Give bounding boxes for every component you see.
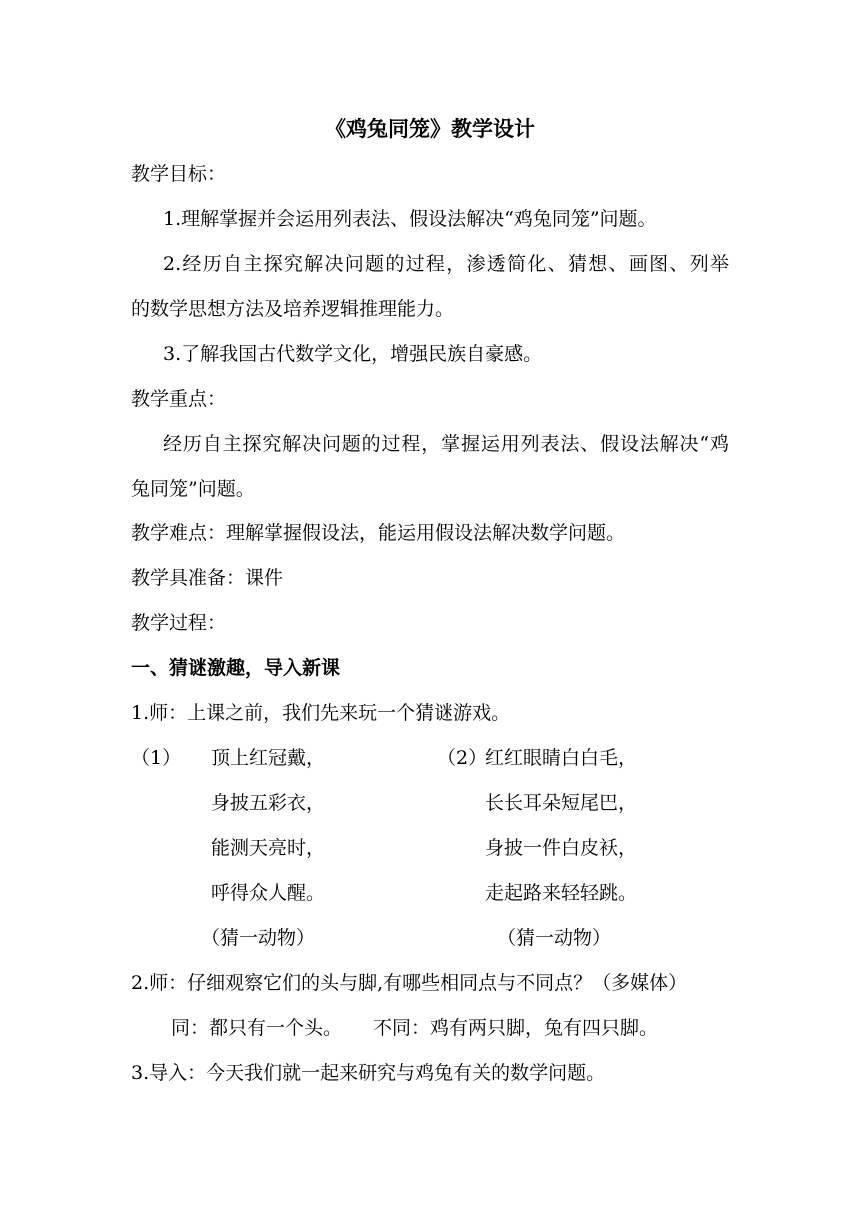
step-3: 3.导入：今天我们就一起来研究与鸡兔有关的数学问题。 [131,1062,606,1084]
objective-2-line-2: 的数学思想方法及培养逻辑推理能力。 [131,298,455,320]
riddle-1-line: 呼得众人醒。 [211,882,326,904]
riddle-1-hint: （猜一动物） [201,927,316,949]
same-point: 同：都只有一个头。 [171,1017,343,1039]
teaching-materials: 教学具准备：课件 [131,567,284,589]
riddle-1-line: 能测天亮时， [211,837,326,859]
riddle-2-line: 长长耳朵短尾巴， [485,792,638,814]
riddle-2-hint: （猜一动物） [497,927,612,949]
step-2: 2.师：仔细观察它们的头与脚,有哪些相同点与不同点？（多媒体） [131,972,688,994]
riddle-2-line: 走起路来轻轻跳。 [485,882,638,904]
objectives-heading: 教学目标： [131,163,227,185]
teaching-difficulty: 教学难点：理解掌握假设法，能运用假设法解决数学问题。 [131,522,626,544]
key-points-heading: 教学重点： [131,388,227,410]
step-1: 1.师：上课之前，我们先来玩一个猜谜游戏。 [131,702,511,724]
process-heading: 教学过程： [131,612,227,634]
key-points-line-1: 经历自主探究解决问题的过程，掌握运用列表法、假设法解决“鸡 [163,433,729,455]
objective-3: 3.了解我国古代数学文化，增强民族自豪感。 [163,343,543,365]
riddle-1-line: 顶上红冠戴， [211,747,326,769]
riddle-1-number: （1） [131,747,182,769]
objective-1: 1.理解掌握并会运用列表法、假设法解决“鸡兔同笼”问题。 [163,208,657,230]
different-point: 不同：鸡有两只脚，兔有四只脚。 [373,1017,659,1039]
key-points-line-2: 兔同笼”问题。 [131,478,255,500]
document-title: 《鸡兔同笼》教学设计 [325,117,535,141]
riddle-1-line: 身披五彩衣， [211,792,326,814]
objective-2-line-1: 2.经历自主探究解决问题的过程，渗透简化、猜想、画图、列举 [163,253,729,275]
riddle-2-line: 红红眼睛白白毛， [485,747,638,769]
riddle-2-line: 身披一件白皮袄， [485,837,638,859]
section-1-heading: 一、猜谜激趣，导入新课 [131,657,341,679]
riddle-2-number: （2） [437,747,488,769]
